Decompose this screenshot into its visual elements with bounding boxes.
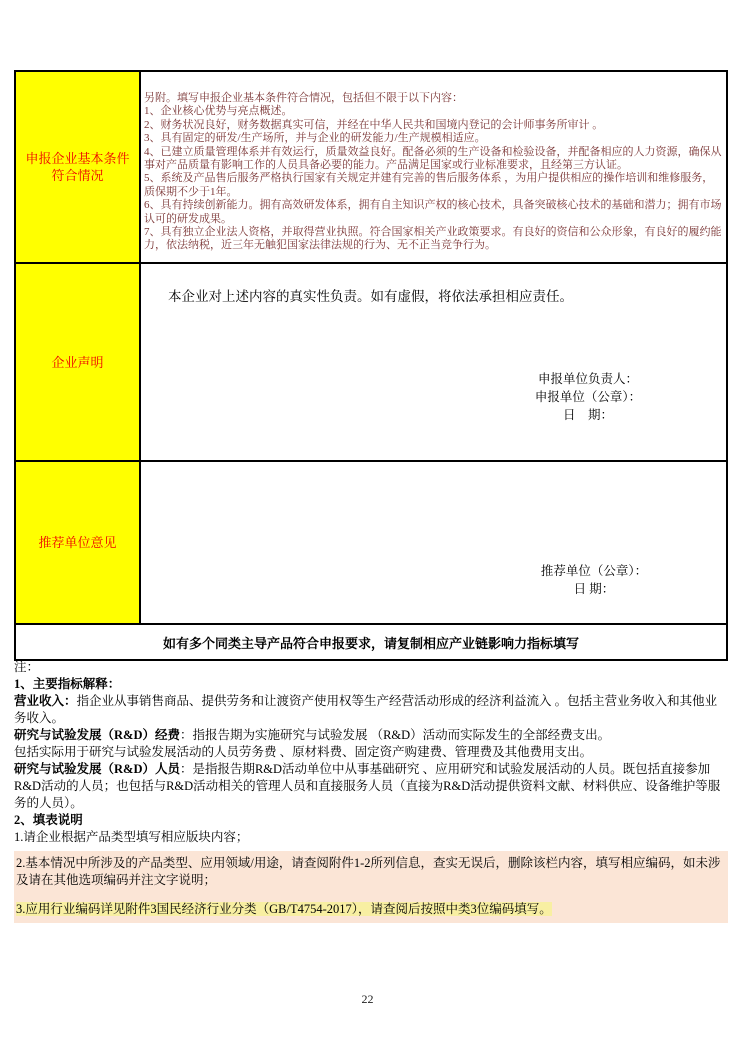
compliance-line: 5、系统及产品售后服务严格执行国家有关规定并建有完善的售后服务体系 ，为用户提供相应的操作培训和维修服务，质保期不少于1年。 (144, 172, 714, 198)
recommendation-content-cell (141, 462, 726, 623)
compliance-text-block (141, 72, 726, 253)
notes-section2-title: 2、填表说明 (14, 813, 83, 827)
sign-line-responsible-person: 申报单位负责人： (537, 372, 638, 386)
recommendation-signature-block (509, 562, 679, 598)
compliance-line: 另附。填写申报企业基本条件符合情况，包括但不限于以下内容： (144, 92, 463, 104)
definition-rd-expense-cont: 包括实际用于研究与试验发展活动的人员劳务费 、原材料费、固定资产购建费、管理费及其他费用支出。 (14, 745, 593, 759)
definition-rd-people-text: ：是指报告期R&D活动单位中从事基础研究 、应用研究和试验发展活动的人员。既包括直接参加R&D活动的人员；也包括与R&D活动相关的管理人员和直接服务人员（直接为R&D活动提供资料文献、材料供应、设备维护等服务的人员）。 (14, 762, 721, 810)
fill-instruction-3 (16, 901, 726, 918)
application-form-table (14, 70, 728, 661)
definition-rd-people (14, 761, 728, 812)
fill-instruction-1: 1.请企业根据产品类型填写相应版块内容； (14, 830, 249, 844)
notes-label: 注： (14, 660, 40, 674)
definition-rd-expense-term: 研究与试验发展（R&D）经费 (14, 728, 180, 742)
compliance-label: 申报企业基本条件符合情况 (25, 151, 130, 183)
row-compliance-conditions (16, 72, 726, 262)
fill-instruction-2: 2.基本情况中所涉及的产品类型、应用领域/用途，请查阅附件1-2所列信息，查实无误后，删除该栏内容，填写相应编码，如未涉及请在其他选项编码并注文字说明； (16, 856, 721, 887)
declaration-content-cell (141, 264, 726, 460)
page-number: 22 (361, 992, 374, 1006)
compliance-line: 6、具有持续创新能力。拥有高效研发体系，拥有自主知识产权的核心技术，具备突破核心技术的基础和潜力；拥有市场认可的研发成果。 (144, 199, 722, 225)
compliance-label-cell (16, 72, 141, 262)
declaration-statement: 本企业对上述内容的真实性负责。如有虚假，将依法承担相应责任。 (168, 289, 573, 304)
compliance-line: 2、财务状况良好，财务数据真实可信，并经在中华人民共和国境内登记的会计师事务所审计 。 (144, 118, 604, 131)
notes-section1-title: 1、主要指标解释： (14, 677, 121, 691)
compliance-content-cell (141, 72, 726, 262)
definition-rd-expense (14, 727, 728, 744)
fill-instruction-3-text: 3.应用行业编码详见附件3国民经济行业分类（GB/T4754-2017），请查阅后按照中类3位编码填写。 (16, 902, 552, 916)
compliance-line: 4、已建立质量管理体系并有效运行，质量效益良好。配备必须的生产设备和检验设备，并配备相应的人力资源，确保从事对产品质量有影响工作的人员具备必要的能力。产品满足国家或行业标准要求，且经第三方认证。 (144, 145, 722, 172)
compliance-line: 7、具有独立企业法人资格，并取得营业执照。符合国家相关产业政策要求。有良好的资信和公众形象，有良好的履约能力，依法纳税，近三年无触犯国家法律法规的行为、无不正当竞争行为。 (144, 226, 722, 252)
notes-section (14, 659, 728, 923)
compliance-line: 1、企业核心优势与亮点概述。 (144, 105, 293, 118)
table-footer-note: 如有多个同类主导产品符合申报要求，请复制相应产业链影响力指标填写 (162, 635, 579, 651)
sign-line-unit-seal: 申报单位（公章）： (534, 390, 642, 404)
recommendation-label: 推荐单位意见 (38, 535, 117, 550)
fill-instruction-highlight-block (14, 851, 728, 923)
sign-line-date: 日 期： (573, 582, 615, 596)
definition-revenue-text: 指企业从事销售商品、提供劳务和让渡资产使用权等生产经营活动形成的经济利益流入 。包括主营业务收入和其他业务收入。 (14, 694, 718, 725)
spacer (16, 889, 726, 901)
declaration-label: 企业声明 (51, 354, 104, 370)
definition-revenue (14, 693, 728, 727)
definition-revenue-term: 营业收入： (14, 694, 77, 708)
definition-rd-people-term: 研究与试验发展（R&D）人员 (14, 762, 180, 776)
declaration-label-cell (16, 264, 141, 460)
definition-rd-expense-text: ：指报告期为实施研究与试验发展 （R&D）活动而实际发生的全部经费支出。 (179, 728, 611, 742)
row-table-footer (16, 623, 726, 659)
compliance-line: 3、具有固定的研发/生产场所，并与企业的研发能力/生产规模相适应。 (144, 132, 486, 145)
declaration-signature-block (504, 370, 672, 424)
sign-line-unit-seal: 推荐单位（公章）： (540, 564, 648, 578)
row-recommendation-opinion (16, 460, 726, 623)
recommendation-label-cell (16, 462, 141, 623)
sign-line-date: 日 期： (562, 408, 613, 422)
row-enterprise-declaration (16, 262, 726, 460)
